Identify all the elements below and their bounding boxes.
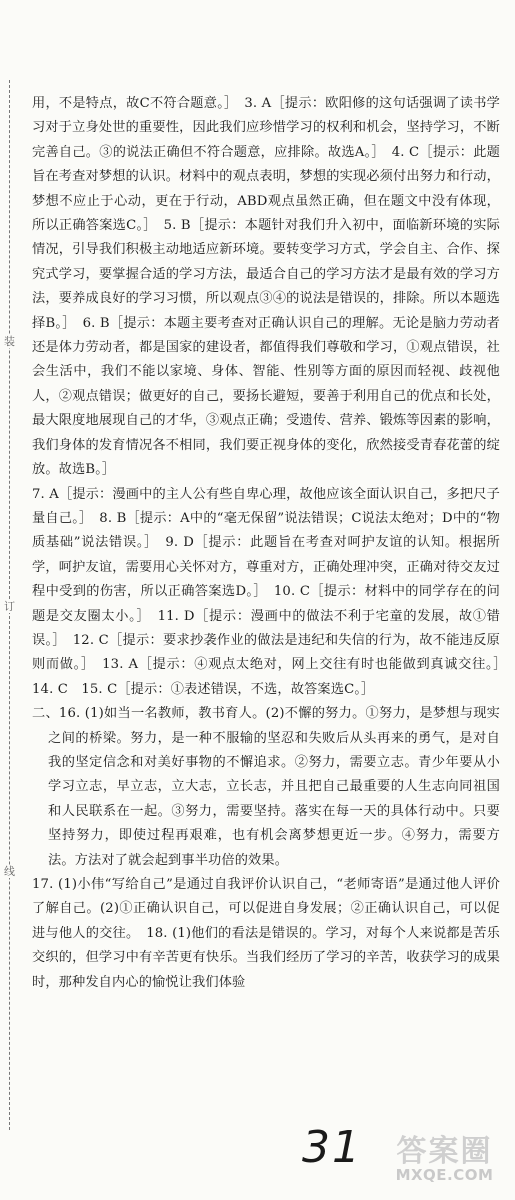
answer-16: 16. (1)如当一名教师，教书育人。(2)不懈的努力。①努力，是梦想与现实之间的桥梁。努力，是一种不服输的坚忍和失败后从头再来的勇气，是对自我的坚定信念和对美好事物的不懈追求。②努力，需要立志。青少年要从小学习立志，早立志，立大志，立长志，并且把自己最重要的人生志向同祖国和人民联系在一起。③努力，需要坚持。落实在每一天的具体行动中。只要坚持努力，即使过程再艰难，也有机会离梦想更近一步。④努力，需要方法。方法对了就会起到事半功倍的效果。 bbox=[48, 706, 500, 868]
answers-17-18: 17. (1)小伟“写给自己”是通过自我评价认识自己，“老师寄语”是通过他人评价了解自己。(2)①正确认识自己，可以促进自身发展；②正确认识自己，可以促进与他人的交往。 18. (1)他们的看法是错误的。学习，对每个人来说都是苦乐交织的，但学习中有辛苦更有快乐。当我们经历了学习的辛苦，收获学习的成果时，那种发自内心的愉悦让我们体验 bbox=[32, 877, 500, 990]
section-two-label: 二、 bbox=[32, 706, 59, 722]
page-number: 31 bbox=[302, 1122, 362, 1173]
answer-text bbox=[32, 92, 514, 995]
binding-mark-zhuang: 装 bbox=[1, 335, 18, 348]
answers-1-6: 用，不是特点，故C不符合题意。］ 3. A［提示：欧阳修的这句话强调了读书学习对于立身处世的重要性，因此我们应珍惜学习的权利和机会，坚持学习，不断完善自己。③的说法正确但不符合题意，应排除。故选A。］ 4. C［提示：此题旨在考查对梦想的认识。材料中的观点表明，梦想的实现必须付出努力和行动，梦想不应止于心动，更在于行动，ABD观点虽然正确，但在题文中没有体现，所以正确答案选C。］ 5. B［提示：本题针对我们升入初中，面临新环境的实际情况，引导我们积极主动地适应新环境。要转变学习方式，学会自主、合作、探究式学习，要掌握合适的学习方法，最适合自己的学习方法才是最有效的学习方法，要养成良好的学习习惯，所以观点③④的说法是错误的，排除。所以本题选择B。］ 6. B［提示：本题主要考查对正确认识自己的理解。无论是脑力劳动者还是体力劳动者，都是国家的建设者，都值得我们尊敬和学习，①观点错误，社会生活中，我们不能以家境、身体、智能、性别等方面的原因而轻视、歧视他人，②观点错误；做更好的自己，要扬长避短，要善于利用自己的优点和长处，最大限度地展现自己的才华，③观点正确；受遗传、营养、锻炼等因素的影响，我们身体的发育情况各不相同，我们要正视身体的变化，欣然接受青春花蕾的绽放。故选B。］ bbox=[32, 96, 500, 478]
section-two bbox=[32, 702, 500, 873]
answers-7-15: 7. A［提示：漫画中的主人公有些自卑心理，故他应该全面认识自己，多把尺子量自己。］ 8. B［提示：A中的“毫无保留”说法错误；C说法太绝对；D中的“物质基础”说法错误。］ 9. D［提示：此题旨在考查对呵护友谊的认知。根据所学，呵护友谊，需要用心关怀对方，尊重对方，正确处理冲突，正确对待交友过程中受到的伤害，所以正确答案选D。］ 10. C［提示：材料中的同学存在的问题是交友圈太小。］ 11. D［提示：漫画中的做法不利于宅童的发展，故①错误。］ 12. C［提示：要求抄袭作业的做法是违纪和失信的行为，故不能违反原则而做。］ 13. A［提示：④观点太绝对，网上交往有时也能做到真诚交往。］ 14. C 15. C［提示：①表述错误，不选，故答案选C。］ bbox=[32, 486, 514, 697]
watermark-url: MXQE.COM bbox=[395, 1166, 494, 1184]
watermark-text: 答案圈 bbox=[396, 1134, 493, 1169]
binding-mark-ding: 订 bbox=[1, 600, 18, 613]
watermark-logo bbox=[382, 1124, 507, 1190]
binding-line bbox=[0, 80, 20, 1130]
binding-mark-xian: 线 bbox=[1, 865, 18, 878]
